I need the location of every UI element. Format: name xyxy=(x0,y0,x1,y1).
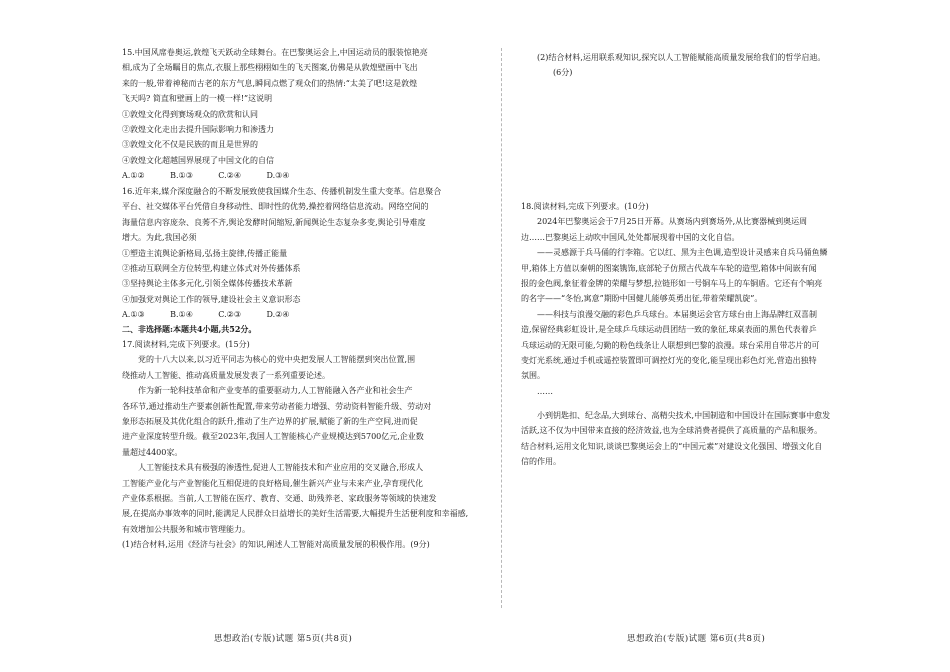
q18-material-line: ——灵感源于兵马俑的行李箱。它以红、黑为主色调,造型设计灵感来自兵马俑鱼鳞 xyxy=(537,248,828,258)
question-17-part-2 xyxy=(537,50,897,81)
q16-line: 16.近年来,媒介深度融合的不断发展致使我国媒介生态、传播机制发生重大变革。信息聚合 xyxy=(122,187,442,196)
q17-material-line: 进产业深度转型升级。截至2023年,我国人工智能核心产业规模达到5700亿元,企业数 xyxy=(122,432,424,442)
q15-options: A.①② B.①③ C.②④ D.③④ xyxy=(122,171,290,181)
question-17 xyxy=(122,337,470,553)
q16-statement: ②推动互联网全方位转型,构建立体式对外传播体系 xyxy=(122,264,301,274)
section-heading: 二、非选择题:本题共4小题,共52分。 xyxy=(122,324,257,334)
q16-statement: ③坚持舆论主体多元化,引领全媒体传播技术革新 xyxy=(122,279,293,289)
q18-material-line: 的名字——“冬怡,寓意”期盼中国健儿能够英勇出征,带着荣耀凯旋”。 xyxy=(521,294,763,304)
q17-material-line: 量超过4400家。 xyxy=(122,447,183,457)
answer-space xyxy=(537,85,897,195)
question-18 xyxy=(521,199,901,399)
q18-material-line: 边……巴黎奥运上动吹中国风,处处都展现着中国的文化自信。 xyxy=(521,232,740,242)
page-footer: 思想政治(专版)试题 第6页(共8页) xyxy=(627,634,766,644)
q18-material-line: 小到钥匙扣、纪念品,大到球台、高精尖技术,中国制造和中国设计在国际赛事中愈发 xyxy=(537,411,831,420)
right-page xyxy=(475,0,950,672)
question-16 xyxy=(122,184,470,323)
q16-statement: ①塑造主流舆论新格局,弘扬主旋律,传播正能量 xyxy=(122,248,288,258)
q18-material-line: ——科技与浪漫交融的彩色乒乓球台。本届奥运会官方球台由上海品牌红双喜制 xyxy=(537,309,817,319)
q18-heading: 18.阅读材料,完成下列要求。(10分) xyxy=(521,202,649,211)
q16-line: 海量信息内容庞杂、良莠不齐,舆论发酵时间缩短,新闻舆论生态复杂多变,舆论引导难度 xyxy=(122,217,426,227)
q17-subquestion-2-score: (6分) xyxy=(553,68,573,78)
q18-material-line: 氛围。 xyxy=(521,371,545,381)
q18-material-line: 报的金色阀,象征着金牌的荣耀与梦想,拉链形如一号铜车马上的车铜盾。它还有个响亮 xyxy=(521,279,823,289)
q18-material-line: 变灯光系统,通过手机或遥控装置即可调控灯光的变化,能呈现出彩色灯光,营造出独特 xyxy=(521,356,817,366)
answer-space xyxy=(521,470,901,620)
q18-material-line: 甲,箱体上方值以秦朝的图案镌饰,底部轮子仿照古代战车车轮的造型,箱体中间嵌有闻 xyxy=(521,263,817,273)
q15-statement: ④敦煌文化超越国界展现了中国文化的自信 xyxy=(122,155,274,165)
q17-subquestion-1: (1)结合材料,运用《经济与社会》的知识,阐述人工智能对高质量发展的积极作用。(9分) xyxy=(122,540,430,550)
q17-material-line: 产业体系根据。当前,人工智能在医疗、教育、交通、助残养老、家政服务等领域的快速发 xyxy=(122,494,437,504)
q18-material-line: 2024年巴黎奥运会于7月25日开幕。从赛场内到赛场外,从比赛器械到奥运周 xyxy=(537,217,808,227)
q18-material-line: 造,保留经典彩虹设计,是全球乒乓球运动員团结一致的象征,球桌表面的黑色代表着乒 xyxy=(521,325,817,335)
question-18-material-2 xyxy=(521,408,901,470)
q17-material-line: 人工智能技术具有极强的渗透性,促进人工智能技术和产业应用的交叉融合,形成人 xyxy=(138,463,424,473)
q17-heading: 17.阅读材料,完成下列要求。(15分) xyxy=(122,340,250,349)
q18-material-line: 活跃,这不仅为中国带来直接的经济效益,也为全球消费者提供了高质量的产品和服务。 xyxy=(521,426,823,436)
q17-subquestion-2: (2)结合材料,运用联系观知识,探究以人工智能赋能高质量发展给我们的哲学启迪。 xyxy=(537,53,826,62)
q18-material-line: 乓球运动的无限可能,匀勤的粉色线条让人联想到巴黎的浪漫。球台采用自带芯片的可 xyxy=(521,340,820,350)
q17-material-line: 党的十八大以来,以习近平同志为核心的党中央把发展人工智能摆到突出位置,围 xyxy=(138,355,416,365)
q16-options: A.①③ B.①④ C.②③ D.②④ xyxy=(122,310,290,320)
question-15 xyxy=(122,45,470,184)
q15-statement: ③敦煌文化不仅是民族的而且是世界的 xyxy=(122,140,258,150)
q17-material-line: 作为新一轮科技革命和产业变革的重要驱动力,人工智能融入各产业和社会生产 xyxy=(138,386,413,396)
q15-line: 15.中国风席卷奥运,敦煌飞天跃动全球舞台。在巴黎奥运会上,中国运动员的服装惊艳亮 xyxy=(122,48,428,57)
q16-statement: ④加强党对舆论工作的领导,建设社会主义意识形态 xyxy=(122,294,301,304)
q15-line: 来的一般,带着神秘而古老的东方气息,瞬间点燃了观众们的热情:“太美了吧!这是敦煌 xyxy=(122,78,418,88)
q17-material-line: 象形态拓展及其优化组合的跃升,推动了生产边界的扩展,赋能了新的生产空间,进而促 xyxy=(122,417,418,427)
q15-line: 飞天吗? 简直和壁画上的一模一样!”这说明 xyxy=(122,94,273,104)
q16-line: 平台、社交媒体平台凭借自身移动性、即时性的优势,操控着网络信息流动。网络空间的 xyxy=(122,202,429,212)
q17-material-line: 各环节,通过推动生产要素创新性配置,带来劳动者能力增强、劳动资料智能升级、劳动对 xyxy=(122,401,432,411)
q17-material-line: 工智能产业化与产业智能化互相促进的良好格局,催生新兴产业与未来产业,孕育现代化 xyxy=(122,478,424,488)
page-footer: 思想政治(专版)试题 第5页(共8页) xyxy=(214,634,353,644)
q18-material-line: …… xyxy=(537,386,553,396)
q17-material-line: 绕推动人工智能、推动高质量发展发表了一系列重要论述。 xyxy=(122,370,330,380)
q18-question: 信的作用。 xyxy=(521,457,561,467)
q18-question: 结合材料,运用文化知识,谈谈巴黎奥运会上的“中国元素”对建设文化强国、增强文化自 xyxy=(521,441,823,451)
q17-material-line: 有效增加公共服务和城市管理能力。 xyxy=(122,524,250,534)
answer-space xyxy=(122,560,470,620)
q15-statement: ①敦煌文化得到赛场观众的欣赏和认同 xyxy=(122,109,258,119)
q16-line: 增大。为此,我国必须 xyxy=(122,233,197,243)
q15-statement: ②敦煌文化走出去提升国际影响力和渗透力 xyxy=(122,125,274,135)
q17-material-line: 展,在提高办事效率的同时,能满足人民群众日益增长的美好生活需要,大幅提升生活便利度和幸福感, xyxy=(122,509,469,519)
q15-line: 相,成为了全场瞩目的焦点,衣服上那些栩栩如生的飞天图案,仿佛是从敦煌壁画中飞出 xyxy=(122,63,418,73)
